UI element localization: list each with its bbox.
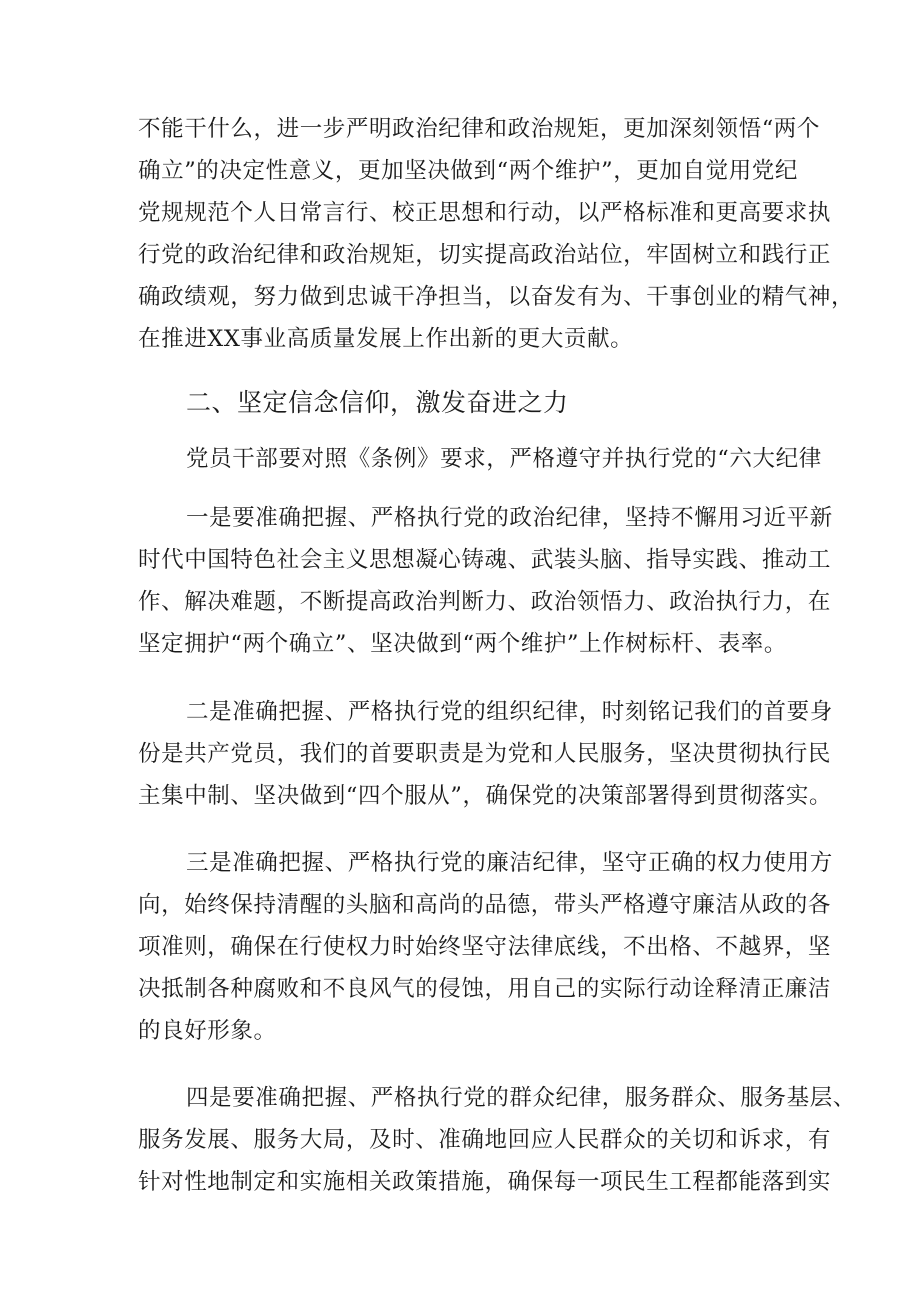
text-line: 项准则，确保在行使权力时始终坚守法律底线，不出格、不越界，坚 [138, 934, 832, 960]
text-line: 决抵制各种腐败和不良风气的侵蚀，用自己的实际行动诠释清正廉洁 [138, 976, 832, 1002]
text-line: 份是共产党员，我们的首要职责是为党和人民服务，坚决贯彻执行民 [138, 741, 832, 767]
text-line: 的良好形象。 [138, 1018, 277, 1044]
paragraph-six-disciplines: 党员干部要对照《条例》要求，严格遵守并执行党的“六大纪律 [186, 446, 822, 472]
text-line: 确政绩观，努力做到忠诚干净担当，以奋发有为、干事创业的精气神， [138, 284, 855, 310]
text-line: 时代中国特色社会主义思想凝心铸魂、武装头脑、指导实践、推动工 [138, 547, 832, 573]
text-line: 一是要准确把握、严格执行党的政治纪律，坚持不懈用习近平新 [186, 505, 833, 531]
text-line: 行党的政治纪律和政治规矩，切实提高政治站位，牢固树立和践行正 [138, 242, 832, 268]
text-line: 作、解决难题，不断提高政治判断力、政治领悟力、政治执行力，在 [138, 589, 832, 615]
text-line: 确立”的决定性意义，更加坚决做到“两个维护”，更加自觉用党纪 [138, 158, 799, 184]
text-line: 向，始终保持清醒的头脑和高尚的品德，带头严格遵守廉洁从政的各 [138, 892, 832, 918]
text-line: 服务发展、服务大局，及时、准确地回应人民群众的关切和诉求，有 [138, 1127, 832, 1153]
text-line: 二是准确把握、严格执行党的组织纪律，时刻铭记我们的首要身 [186, 699, 833, 725]
text-line: 四是要准确把握、严格执行党的群众纪律，服务群众、服务基层、 [186, 1085, 856, 1111]
text-line: 在推进XX事业高质量发展上作出新的更大贡献。 [138, 326, 634, 352]
section-heading: 二、坚定信念信仰，激发奋进之力 [186, 388, 569, 417]
text-line: 主集中制、坚决做到“四个服从”，确保党的决策部署得到贯彻落实。 [138, 783, 833, 809]
text-line: 三是准确把握、严格执行党的廉洁纪律，坚守正确的权力使用方 [186, 850, 833, 876]
text-line: 针对性地制定和实施相关政策措施，确保每一项民生工程都能落到实 [138, 1169, 832, 1195]
text-line: 党规规范个人日常言行、校正思想和行动，以严格标准和更高要求执 [138, 200, 832, 226]
text-line: 坚定拥护“两个确立”、坚决做到“两个维护”上作树标杆、表率。 [138, 631, 788, 657]
text-line: 不能干什么，进一步严明政治纪律和政治规矩，更加深刻领悟“两个 [138, 116, 821, 142]
